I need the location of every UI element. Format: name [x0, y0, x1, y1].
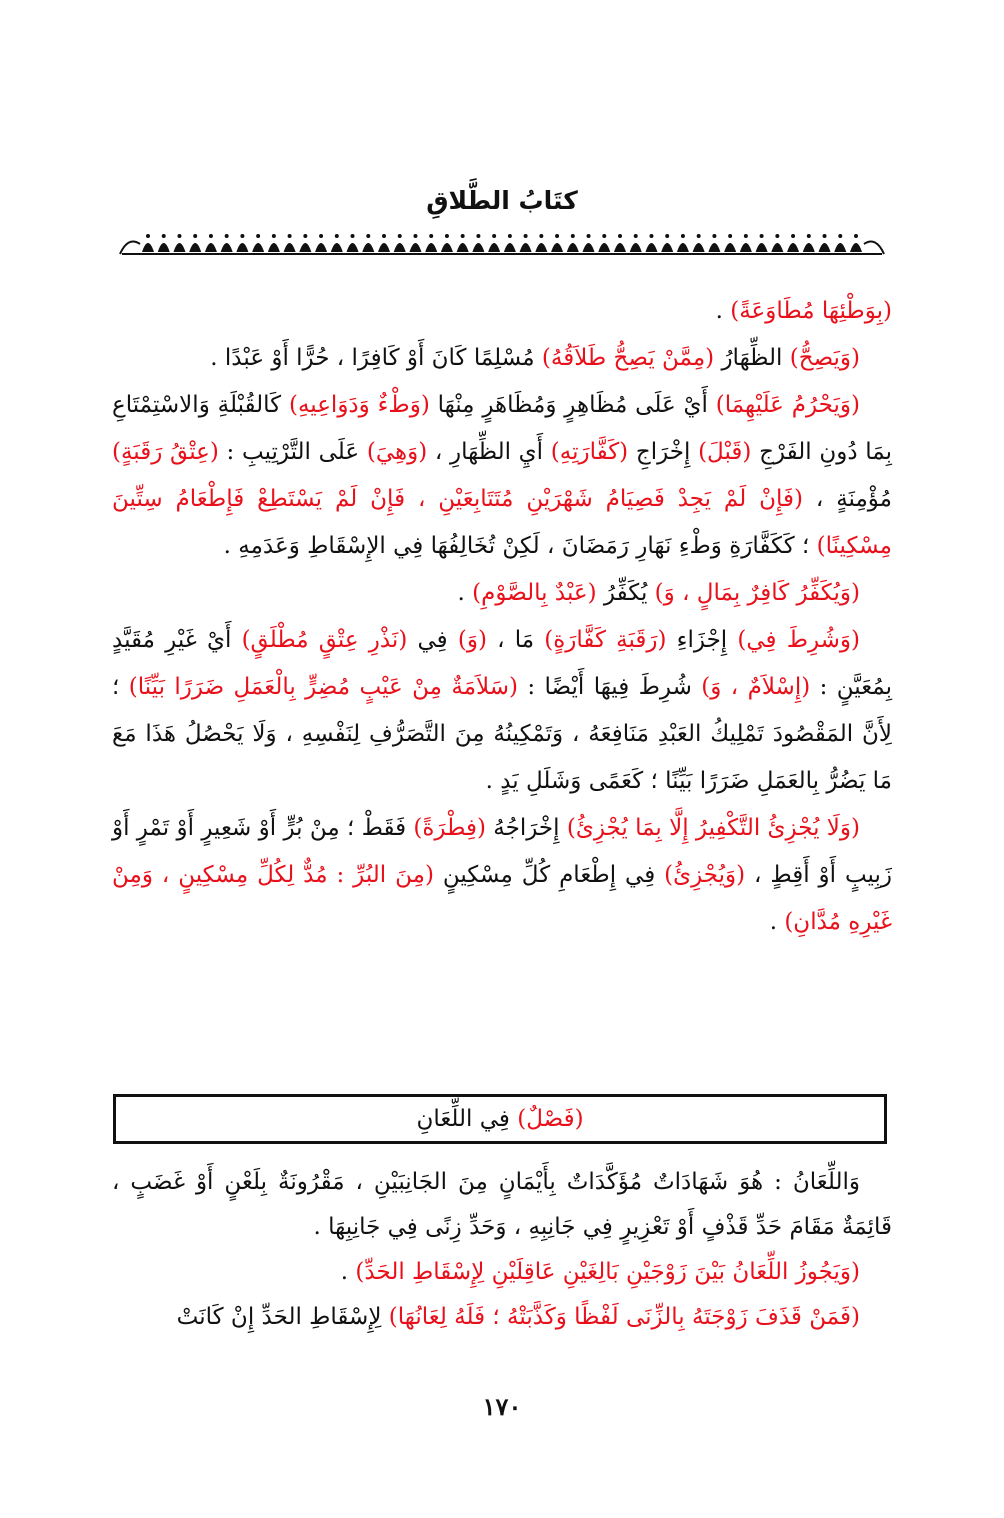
commentary-text: ؛ كَكَفَّارَةِ وَطْءِ نَهَارِ رَمَضَانَ ، لَكِنْ تُخَالِفُهَا فِي الإِسْقَاطِ وَعَدَمِهِ . — [223, 533, 817, 559]
commentary-text: إِخْرَاجُهُ — [485, 815, 567, 841]
ornament-motif — [551, 234, 563, 252]
ornament-motif — [630, 234, 642, 252]
ornament-motif — [488, 234, 500, 252]
commentary-text: فَقَطْ ؛ مِنْ بُرٍّ أَوْ شَعِيرٍ أَوْ تَمْرٍ أَوْ زَبِيبٍ أَوْ أَقِطٍ ، — [112, 815, 892, 888]
commentary-text: مُسْلِمًا كَانَ أَوْ كَافِرًا ، حُرًّا أَوْ عَبْدًا . — [210, 345, 542, 371]
section-heading-box — [113, 1094, 887, 1144]
commentary-text: . — [457, 580, 473, 606]
highlighted-matn-text: (وَ) — [457, 627, 487, 653]
ornament-motif — [850, 234, 862, 252]
ornament-motif — [535, 234, 547, 252]
ornament-motif — [173, 234, 185, 252]
commentary-text: وَاللِّعَانُ : هُوَ شَهَادَاتٌ مُؤَكَّدَاتٌ بِأَيْمَانٍ مِنَ الجَانِبَيْنِ ، مَقْرُونَةٌ بِلَعْنٍ أَوْ غَضَبٍ ، قَائِمَةٌ مَقَامَ حَدِّ قَذْفٍ أَوْ تَعْزِيرٍ فِي جَانِبِهِ ، وَحَدِّ زِنًى فِي جَانِبِهَا . — [112, 1169, 892, 1240]
ornament-motif — [221, 234, 233, 252]
paragraph-5 — [112, 617, 892, 805]
highlighted-matn-text: (وَهِيَ) — [366, 439, 428, 465]
ornament-motif — [504, 234, 516, 252]
highlighted-matn-text: (سَلاَمَةٌ مِنْ عَيْبٍ مُضِرٍّ بِالْعَمَلِ ضَرَرًا بَيِّنًا) — [128, 674, 518, 700]
paragraph-6 — [112, 805, 892, 946]
ornament-motif — [457, 234, 469, 252]
ornament-motif — [771, 234, 783, 252]
paragraph-1 — [112, 288, 892, 335]
section-text-block — [112, 1160, 892, 1340]
ornament-motif — [158, 234, 170, 252]
ornament-motif — [583, 234, 595, 252]
highlighted-matn-text: (وَيُجْزِئُ) — [664, 862, 746, 888]
commentary-text: أَيِ الظِّهَارِ ، — [427, 439, 551, 465]
commentary-text: مَا ، — [486, 627, 545, 653]
ornament-motif — [205, 234, 217, 252]
commentary-text: الظِّهَارُ — [714, 345, 790, 371]
highlighted-matn-text: (وَشُرِطَ فِي) — [737, 627, 861, 653]
commentary-text: أَيْ غَيْرِ مُقَيَّدٍ بِمُعَيَّنٍ : — [112, 627, 892, 700]
commentary-text: . — [715, 298, 731, 324]
commentary-text: كَالقُبْلَةِ وَالاسْتِمْتَاعِ بِمَا دُونِ الفَرْجِ — [112, 392, 892, 465]
ornament-motif — [284, 234, 296, 252]
ornament-motif — [331, 234, 343, 252]
commentary-text: فِي — [407, 627, 458, 653]
highlighted-matn-text: (قَبْلَ) — [698, 439, 752, 465]
highlighted-matn-text: (فَإِنْ لَمْ يَجِدْ فَصِيَامُ شَهْرَيْنِ مُتَتَابِعَيْنِ ، فَإِنْ لَمْ يَسْتَطِعْ فَإِطْعَامُ سِتِّينَ مِسْكِينًا) — [112, 486, 892, 559]
section-heading-marker: (فَصْلٌ) — [517, 1106, 584, 1132]
ornament-motif — [252, 234, 264, 252]
ornament-motif — [520, 234, 532, 252]
commentary-text: إِخْرَاجِ — [628, 439, 699, 465]
commentary-text: . — [340, 1259, 356, 1285]
highlighted-matn-text: (وَيَصِحُّ) — [789, 345, 860, 371]
commentary-text: إِجْزَاءِ — [666, 627, 738, 653]
section-paragraph-3 — [112, 1295, 892, 1340]
highlighted-matn-text: (وَطْءٌ وَدَوَاعِيهِ) — [288, 392, 430, 418]
paragraph-3 — [112, 382, 892, 570]
paragraph-4 — [112, 570, 892, 617]
highlighted-matn-text: (فِطْرَةً) — [413, 815, 486, 841]
ornament-motif — [645, 234, 657, 252]
commentary-text: يُكَفِّرُ — [596, 580, 655, 606]
ornament-motif — [598, 234, 610, 252]
highlighted-matn-text: (رَقَبَةِ كَفَّارَةٍ) — [544, 627, 667, 653]
ornamental-divider — [118, 230, 886, 260]
highlighted-matn-text: (نَذْرِ عِتْقٍ مُطْلَقٍ) — [241, 627, 408, 653]
ornament-motif — [299, 234, 311, 252]
ornament-motif — [441, 234, 453, 252]
highlighted-matn-text: (فَمَنْ قَذَفَ زَوْجَتَهُ بِالزِّنَى لَفْظًا وَكَذَّبَتْهُ ؛ فَلَهُ لِعَانُهَا) — [388, 1304, 860, 1330]
highlighted-matn-text: (مِمَّنْ يَصِحُّ طَلاَقُهُ) — [541, 345, 715, 371]
ornament-motif — [378, 234, 390, 252]
highlighted-matn-text: (وَلَا يُجْزِئُ التَّكْفِيرُ إِلَّا بِمَا يُجْزِئُ) — [566, 815, 860, 841]
highlighted-matn-text: (وَيَجُوزُ اللِّعَانُ بَيْنَ زَوْجَيْنِ بَالِغَيْنِ عَاقِلَيْنِ لِإِسْقَاطِ الحَدِّ) — [355, 1259, 860, 1285]
ornament-motif — [472, 234, 484, 252]
main-text-block — [112, 288, 892, 946]
ornament-motif — [787, 234, 799, 252]
ornament-motif — [803, 234, 815, 252]
ornament-motif — [362, 234, 374, 252]
highlighted-matn-text: (مِنَ البُرِّ : مُدٌّ لِكُلِّ مِسْكِينٍ ، وَمِنْ غَيْرِهِ مُدَّانِ) — [112, 862, 892, 935]
commentary-text: لِإِسْقَاطِ الحَدِّ إِنْ كَانَتْ — [176, 1304, 389, 1330]
ornament-motif — [834, 234, 846, 252]
ornament-motif — [409, 234, 421, 252]
section-paragraph-2 — [112, 1250, 892, 1295]
commentary-text: عَلَى التَّرْتِيبِ : — [218, 439, 367, 465]
ornament-motif — [819, 234, 831, 252]
commentary-text: أَيْ عَلَى مُظَاهِرٍ وَمُظَاهَرٍ مِنْهَا — [429, 392, 716, 418]
highlighted-matn-text: (وَيُكَفِّرُ كَافِرٌ بِمَالٍ ، وَ) — [654, 580, 860, 606]
highlighted-matn-text: (عَبْدٌ بِالصَّوْمِ) — [472, 580, 597, 606]
ornament-motif — [347, 234, 359, 252]
ornament-motif — [394, 234, 406, 252]
ornament-motif — [268, 234, 280, 252]
ornament-motif — [142, 234, 154, 252]
highlighted-matn-text: (عِتْقُ رَقَبَةٍ) — [112, 439, 219, 465]
ornament-motif — [425, 234, 437, 252]
ornament-motif — [189, 234, 201, 252]
highlighted-matn-text: (وَيَحْرُمُ عَلَيْهِمَا) — [715, 392, 861, 418]
highlighted-matn-text: (بِوَطْئِهَا مُطَاوَعَةً) — [730, 298, 892, 324]
ornament-motif — [756, 234, 768, 252]
ornament-motif — [708, 234, 720, 252]
paragraph-2 — [112, 335, 892, 382]
ornament-motif — [567, 234, 579, 252]
commentary-text: شُرِطَ فِيهَا أَيْضًا : — [518, 674, 702, 700]
ornament-motif — [315, 234, 327, 252]
ornament-motif — [661, 234, 673, 252]
section-paragraph-1 — [112, 1160, 892, 1250]
ornament-motif — [236, 234, 248, 252]
commentary-text: فِي إِطْعَامِ كُلِّ مِسْكِينٍ — [433, 862, 665, 888]
ornament-motif — [677, 234, 689, 252]
commentary-text: ؛ لِأَنَّ المَقْصُودَ تَمْلِيكُ العَبْدِ مَنَافِعَهُ ، وَتَمْكِينُهُ مِنَ التَّصَرُّفِ لِنَفْسِهِ ، وَلَا يَحْصُلُ هَذَا مَعَ مَا يَضُرُّ بِالعَمَلِ ضَرَرًا بَيِّنًا ؛ كَعَمًى وَشَلَلِ يَدٍ . — [112, 674, 892, 794]
ornament-motif — [614, 234, 626, 252]
ornament-motif — [724, 234, 736, 252]
commentary-text: مُؤْمِنَةٍ ، — [803, 486, 893, 512]
section-heading-title: فِي اللِّعَانِ — [416, 1106, 518, 1132]
running-header-title: كتَابُ الطَّلاقِ — [426, 186, 578, 215]
commentary-text: . — [769, 909, 785, 935]
ornament-motif — [693, 234, 705, 252]
ornament-motif — [740, 234, 752, 252]
highlighted-matn-text: (كَفَّارَتِهِ) — [550, 439, 629, 465]
page-number: ١٧٠ — [482, 1392, 522, 1421]
highlighted-matn-text: (إِسْلاَمٌ ، وَ) — [701, 674, 811, 700]
